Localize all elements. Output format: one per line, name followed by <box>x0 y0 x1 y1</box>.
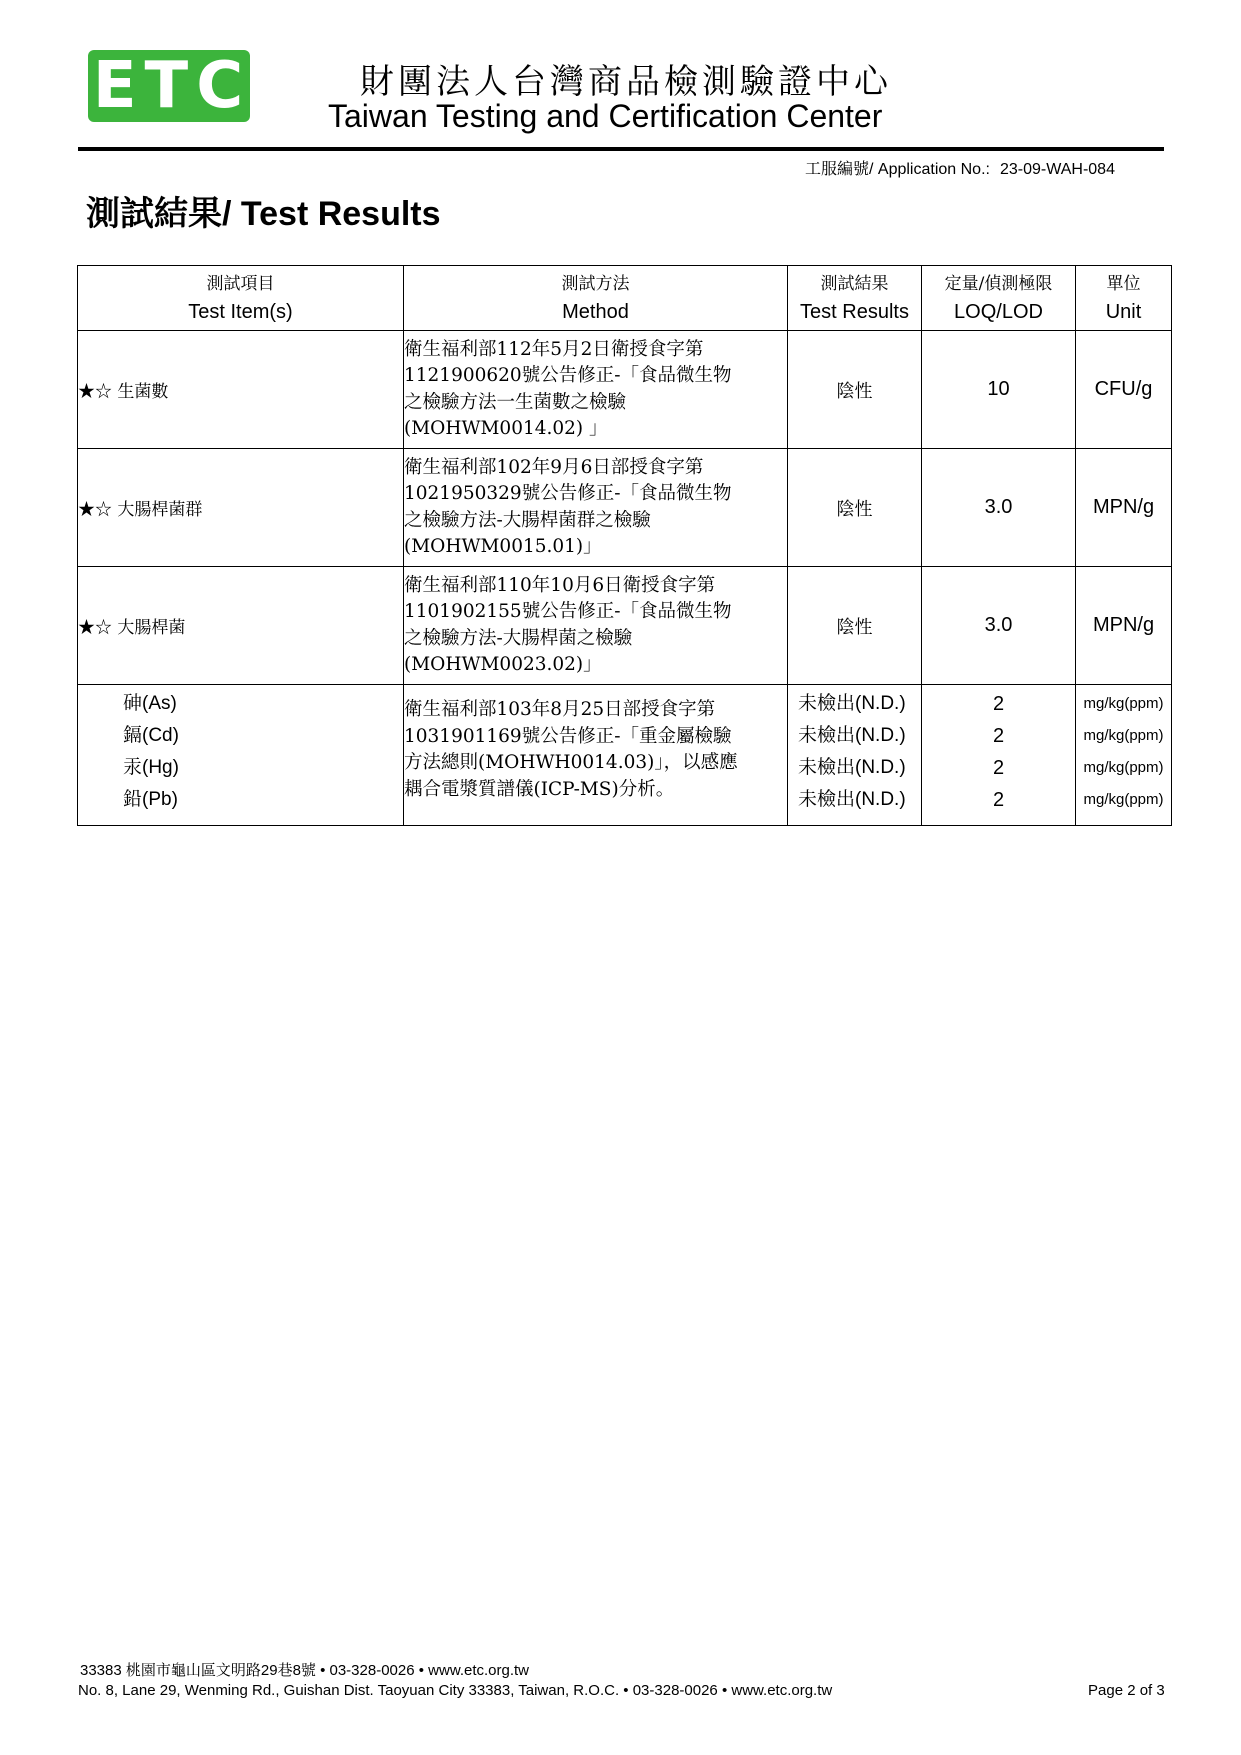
list-item: 未檢出(N.D.) <box>798 725 906 746</box>
list-item: mg/kg(ppm) <box>1083 727 1164 744</box>
unit-value: MPN/g <box>1076 449 1172 567</box>
header-loq-lod: 定量/偵測極限 LOQ/LOD <box>922 266 1076 331</box>
org-name-en: Taiwan Testing and Certification Center <box>328 98 883 134</box>
list-item: 未檢出(N.D.) <box>798 757 906 778</box>
list-item: mg/kg(ppm) <box>1083 759 1164 776</box>
list-item: 砷(As) <box>123 693 177 714</box>
etc-logo <box>88 50 250 122</box>
logo-text: ETC <box>92 49 252 123</box>
test-item: ★☆ 大腸桿菌 <box>78 567 404 685</box>
application-number-value: 23-09-WAH-084 <box>999 161 1115 178</box>
test-result: 陰性 <box>788 449 922 567</box>
table-row <box>78 567 1172 685</box>
test-method: 衛生福利部102年9月6日部授食字第 1021950329號公告修正-「食品微生物 之檢驗方法-大腸桿菌群之檢驗 (MOHWM0015.01)」 <box>404 449 788 567</box>
application-number-label: 工服編號/ Application No.: <box>805 161 990 178</box>
metal-units <box>1076 685 1172 826</box>
table-row <box>78 449 1172 567</box>
footer-address-en: No. 8, Lane 29, Wenming Rd., Guishan Dist. Taoyuan City 33383, Taiwan, R.O.C. • 03-328-0026 • www.etc.org.tw <box>78 1682 833 1699</box>
header-divider <box>78 147 1164 151</box>
results-table <box>77 265 1172 826</box>
test-method: 衛生福利部112年5月2日衛授食字第 1121900620號公告修正-「食品微生物 之檢驗方法一生菌數之檢驗 (MOHWM0014.02) 」 <box>404 331 788 449</box>
loq-value: 3.0 <box>922 449 1076 567</box>
footer-address-zh: 33383 桃園市龜山區文明路29巷8號 • 03-328-0026 • www.etc.org.tw <box>80 1662 530 1679</box>
loq-value: 3.0 <box>922 567 1076 685</box>
list-item: mg/kg(ppm) <box>1083 695 1164 712</box>
test-result: 陰性 <box>788 567 922 685</box>
header-method: 測試方法 Method <box>404 266 788 331</box>
application-number <box>805 156 1115 179</box>
test-item: ★☆ 大腸桿菌群 <box>78 449 404 567</box>
list-item: mg/kg(ppm) <box>1083 791 1164 808</box>
test-item: ★☆ 生菌數 <box>78 331 404 449</box>
list-item: 2 <box>992 725 1005 747</box>
test-method: 衛生福利部110年10月6日衛授食字第 1101902155號公告修正-「食品微生物 之檢驗方法-大腸桿菌之檢驗 (MOHWM0023.02)」 <box>404 567 788 685</box>
page-number: Page 2 of 3 <box>1088 1682 1165 1699</box>
page-title: 測試結果/ Test Results <box>86 195 441 233</box>
header-unit: 單位 Unit <box>1076 266 1172 331</box>
header-test-item: 測試項目 Test Item(s) <box>78 266 404 331</box>
list-item: 汞(Hg) <box>123 757 179 778</box>
unit-value: CFU/g <box>1076 331 1172 449</box>
table-header-row <box>78 266 1172 331</box>
test-method: 衛生福利部103年8月25日部授食字第 1031901169號公告修正-「重金屬檢驗 方法總則(MOHWH0014.03)」，以感應 耦合電漿質譜儀(ICP-MS)分析。 <box>404 685 788 826</box>
list-item: 鎘(Cd) <box>123 725 179 746</box>
metal-loqs <box>922 685 1076 826</box>
metal-items <box>78 685 404 826</box>
table-row <box>78 331 1172 449</box>
metal-results <box>788 685 922 826</box>
loq-value: 10 <box>922 331 1076 449</box>
list-item: 2 <box>992 693 1005 715</box>
org-name-zh: 財團法人台灣商品檢測驗證中心 <box>360 62 892 102</box>
header-test-results: 測試結果 Test Results <box>788 266 922 331</box>
list-item: 鉛(Pb) <box>123 789 178 810</box>
table-row-heavy-metals <box>78 685 1172 826</box>
list-item: 未檢出(N.D.) <box>798 693 906 714</box>
list-item: 2 <box>992 789 1005 811</box>
unit-value: MPN/g <box>1076 567 1172 685</box>
list-item: 2 <box>992 757 1005 779</box>
test-result: 陰性 <box>788 331 922 449</box>
list-item: 未檢出(N.D.) <box>798 789 906 810</box>
